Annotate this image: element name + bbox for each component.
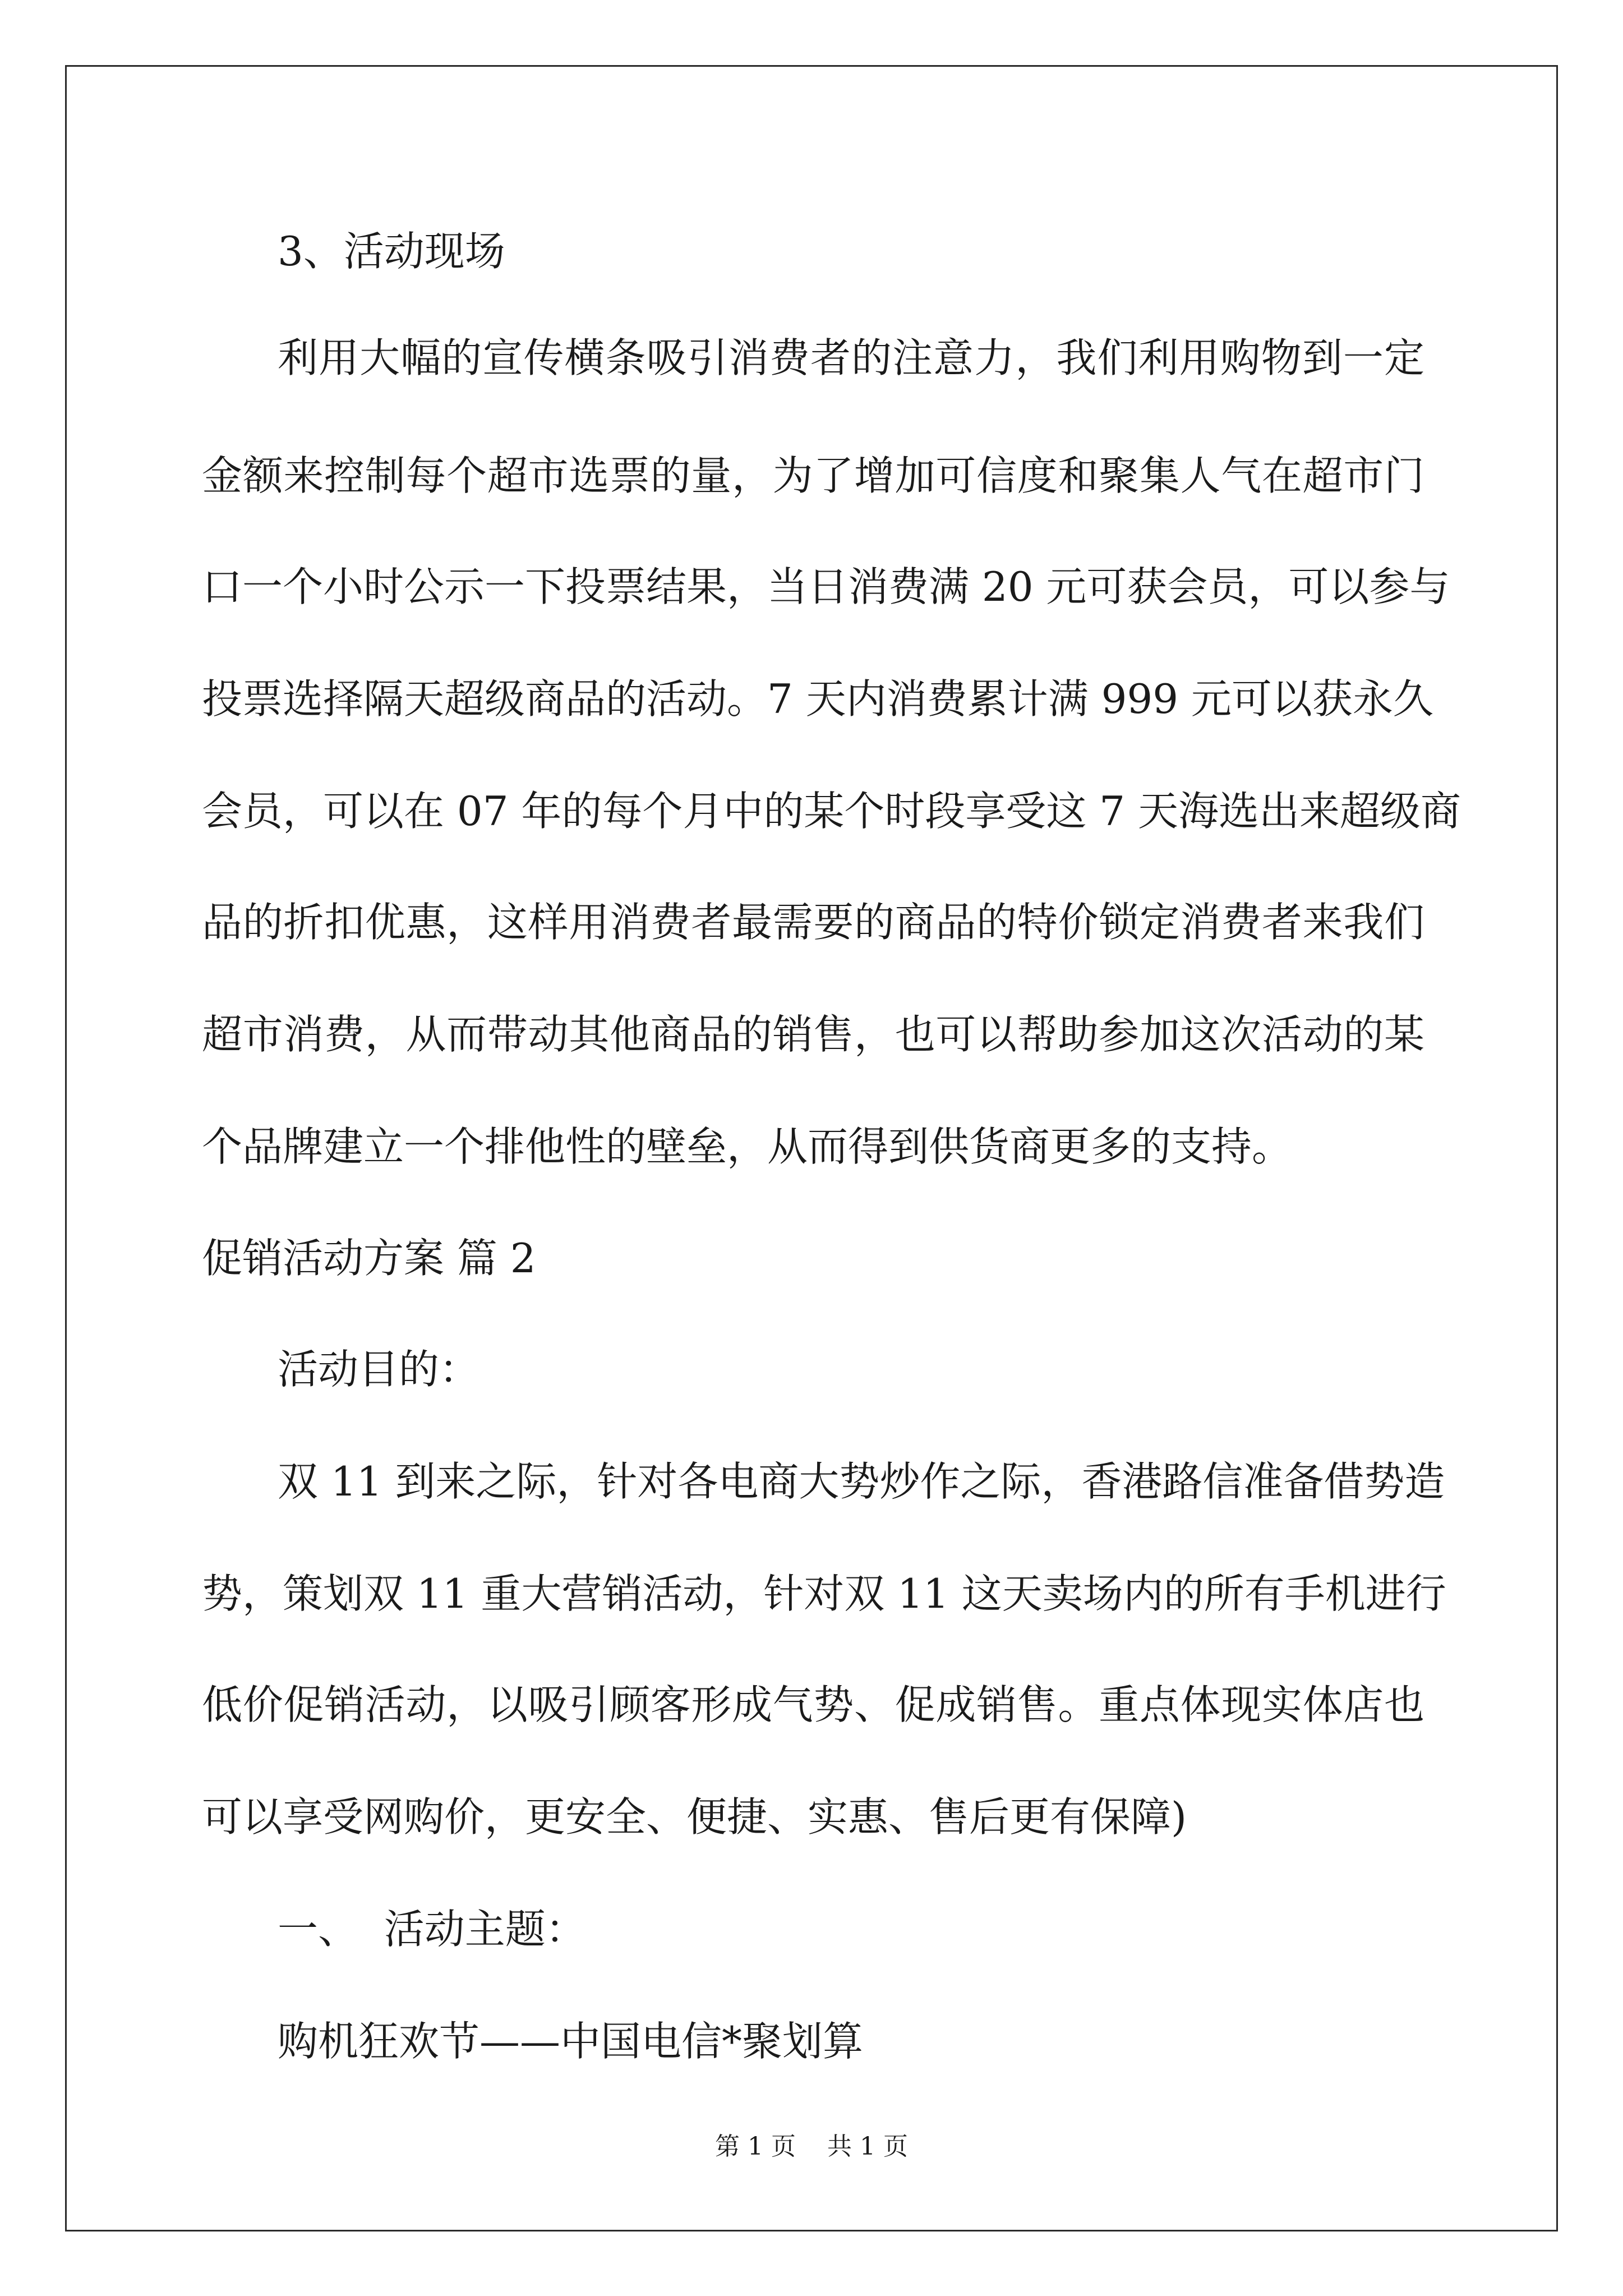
paragraph-1-line-7: 超市消费，从而带动其他商品的销售，也可以帮助参加这次活动的某 bbox=[202, 1011, 1424, 1058]
paragraph-1-line-4: 投票选择隔天超级商品的活动。7 天内消费累计满 999 元可以获永久 bbox=[202, 675, 1433, 723]
theme-heading: 一、 活动主题： bbox=[278, 1906, 586, 1953]
paragraph-1-line-5: 会员，可以在 07 年的每个月中的某个时段享受这 7 天海选出来超级商 bbox=[202, 788, 1461, 835]
paragraph-1-line-6: 品的折扣优惠，这样用消费者最需要的商品的特价锁定消费者来我们 bbox=[202, 899, 1424, 946]
paragraph-2-line-1: 双 11 到来之际，针对各电商大势炒作之际，香港路信准备借势造 bbox=[278, 1458, 1445, 1505]
page-number-total: 共 1 页 bbox=[827, 2132, 908, 2161]
page-number-current: 第 1 页 bbox=[715, 2132, 796, 2161]
article-title: 促销活动方案 篇 2 bbox=[202, 1235, 536, 1282]
paragraph-1-line-1: 利用大幅的宣传横条吸引消费者的注意力，我们利用购物到一定 bbox=[278, 334, 1424, 381]
paragraph-1-line-3: 口一个小时公示一下投票结果，当日消费满 20 元可获会员，可以参与 bbox=[202, 563, 1450, 610]
paragraph-2-line-3: 低价促销活动，以吸引顾客形成气势、促成销售。重点体现实体店也 bbox=[202, 1681, 1424, 1728]
paragraph-2-line-2: 势，策划双 11 重大营销活动，针对双 11 这天卖场内的所有手机进行 bbox=[202, 1570, 1446, 1617]
purpose-heading: 活动目的： bbox=[278, 1346, 480, 1393]
theme-text: 购机狂欢节——中国电信*聚划算 bbox=[278, 2018, 864, 2065]
section-heading-3: 3、活动现场 bbox=[278, 228, 505, 275]
paragraph-1-line-8: 个品牌建立一个排他性的壁垒，从而得到供货商更多的支持。 bbox=[202, 1123, 1293, 1170]
paragraph-2-line-4: 可以享受网购价，更安全、便捷、实惠、售后更有保障) bbox=[202, 1793, 1187, 1841]
page-footer bbox=[0, 2134, 1623, 2159]
paragraph-1-line-2: 金额来控制每个超市选票的量，为了增加可信度和聚集人气在超市门 bbox=[202, 452, 1424, 499]
